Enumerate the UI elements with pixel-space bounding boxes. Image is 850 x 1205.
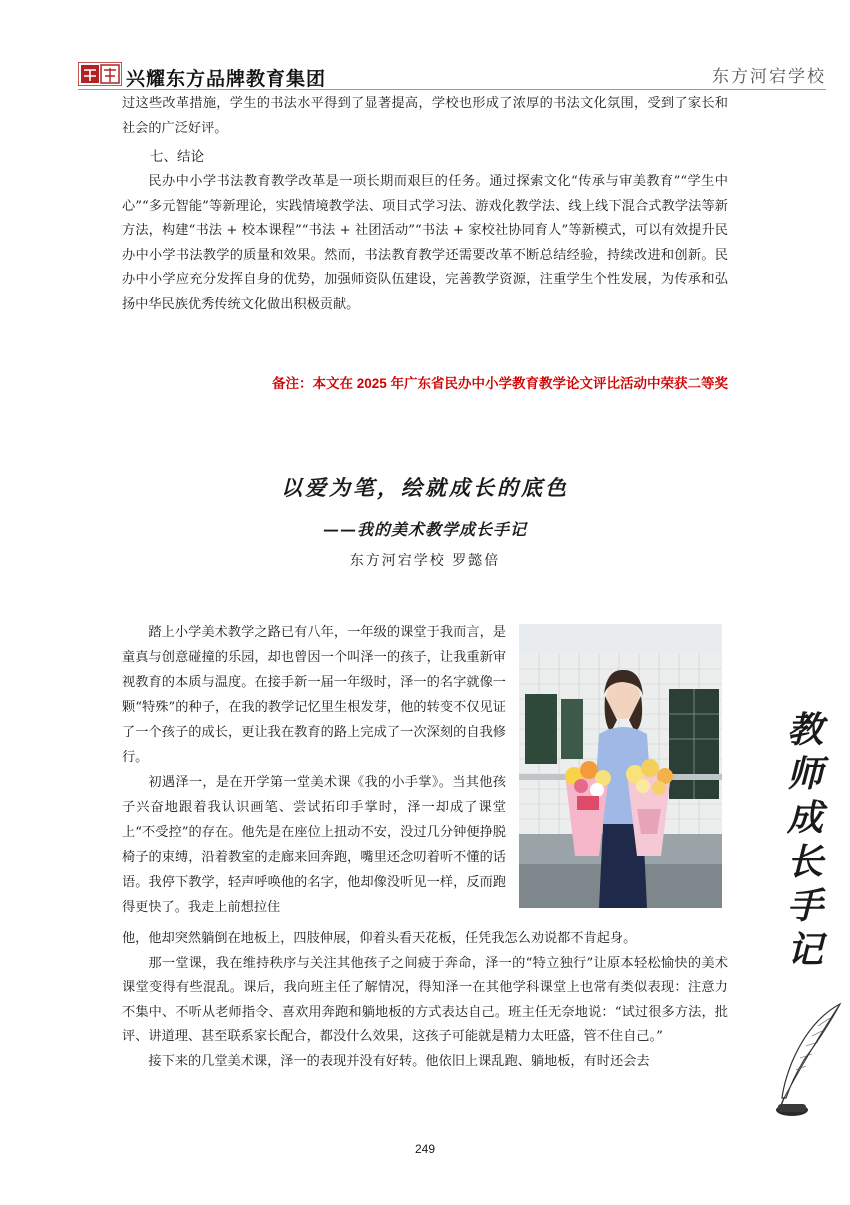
side-calligraphy — [782, 708, 828, 972]
paragraph-following: 接下来的几堂美术课，泽一的表现并没有好转。他依旧上课乱跑、躺地板，有时还会去 — [148, 1053, 650, 1069]
article-title: 以爱为笔，绘就成长的底色 — [281, 475, 569, 500]
calligraphy-char: 手 — [786, 885, 823, 927]
paragraph-chaos: 那一堂课，我在维持秩序与关注其他孩子之间疲于奔命，泽一的“特立独行”让原本轻松愉快的美术课堂变得有些混乱。课后，我向班主任了解情况，得知泽一在其他学科课堂上也常有类似表现：注意力不集中、不听从老师指令、喜欢用奔跑和躺地板的方式表达自己。班主任无奈地说：“试过很多方法，批评、讲道理、甚至联系家长配合，都没什么效果，这孩子可能就是精力太旺盛，管不住自己。” — [122, 955, 728, 1044]
article1-continuation — [122, 92, 728, 141]
section-heading: 七、结论 — [150, 149, 204, 165]
header-divider — [78, 89, 826, 90]
conclusion-text: 民办中小学书法教育教学改革是一项长期而艰巨的任务。通过探索文化“传承与审美教育”“学生中心”“多元智能”等新理论，实践情境教学法、项目式学习法、游戏化教学法、线上线下混合式教学法等新方法，构建“书法 + 校本课程”“书法 + 社团活动”“书法 + 家校社协同育人”等新模式，可以有效提升民办中小学书法教学的质量和效果。然而，书法教育教学还需要改革不断总结经验，持续改进和创新。民办中小学应充分发挥自身的优势，加强师资队伍建设，完善教学资源，注重学生个性发展，为传承和弘扬中华民族优秀传统文化做出积极贡献。 — [122, 174, 728, 312]
calligraphy-char: 成 — [786, 797, 823, 839]
article2-full-text — [122, 927, 728, 1074]
header-school-name: 东方河宕学校 — [712, 67, 826, 87]
page-number: 249 — [414, 1142, 436, 1156]
calligraphy-char: 教 — [786, 709, 823, 751]
group-logo — [78, 62, 122, 86]
group-name: 兴耀东方品牌教育集团 — [126, 68, 327, 90]
calligraphy-char: 师 — [786, 753, 823, 795]
paragraph-first-meeting: 初遇泽一，是在开学第一堂美术课《我的小手掌》。当其他孩子兴奋地跟着我认识画笔、尝试拓印手掌时，泽一却成了课堂上“不受控”的存在。他先是在座位上扭动不安，没过几分钟便挣脱椅子的束缚，沿着教室的走廊来回奔跑，嘴里还念叨着听不懂的话语。我停下教学，轻声呼唤他的名字，他却像没听见一样，反而跑得更快了。我走上前想拉住 — [122, 775, 506, 915]
article-author: 东方河宕学校 罗懿倍 — [349, 553, 501, 569]
paragraph-first-meeting-tail: 他，他却突然躺倒在地板上，四肢伸展，仰着头看天花板，任凭我怎么劝说都不肯起身。 — [122, 931, 637, 946]
award-note: 备注：本文在 2025 年广东省民办中小学教育教学论文评比活动中荣获二等奖 — [271, 376, 728, 391]
calligraphy-char: 记 — [786, 929, 823, 971]
quill-pen-icon — [770, 1000, 850, 1120]
conclusion-paragraph — [122, 170, 728, 317]
article-subtitle: ——我的美术教学成长手记 — [322, 520, 527, 539]
article2-wrapped-text — [122, 620, 506, 920]
paragraph-intro: 踏上小学美术教学之路已有八年，一年级的课堂于我而言，是童真与创意碰撞的乐园，却也曾因一个叫泽一的孩子，让我重新审视教育的本质与温度。在接手新一届一年级时，泽一的名字就像一颗“特殊”的种子，在我的教学记忆里生根发芽，他的转变不仅见证了一个孩子的成长，更让我在教育的路上完成了一次深刻的自我修行。 — [122, 625, 506, 765]
continuation-text: 过这些改革措施，学生的书法水平得到了显著提高，学校也形成了浓厚的书法文化氛围，受到了家长和社会的广泛好评。 — [122, 96, 728, 136]
calligraphy-char: 长 — [786, 841, 823, 883]
teacher-photo — [519, 624, 722, 908]
